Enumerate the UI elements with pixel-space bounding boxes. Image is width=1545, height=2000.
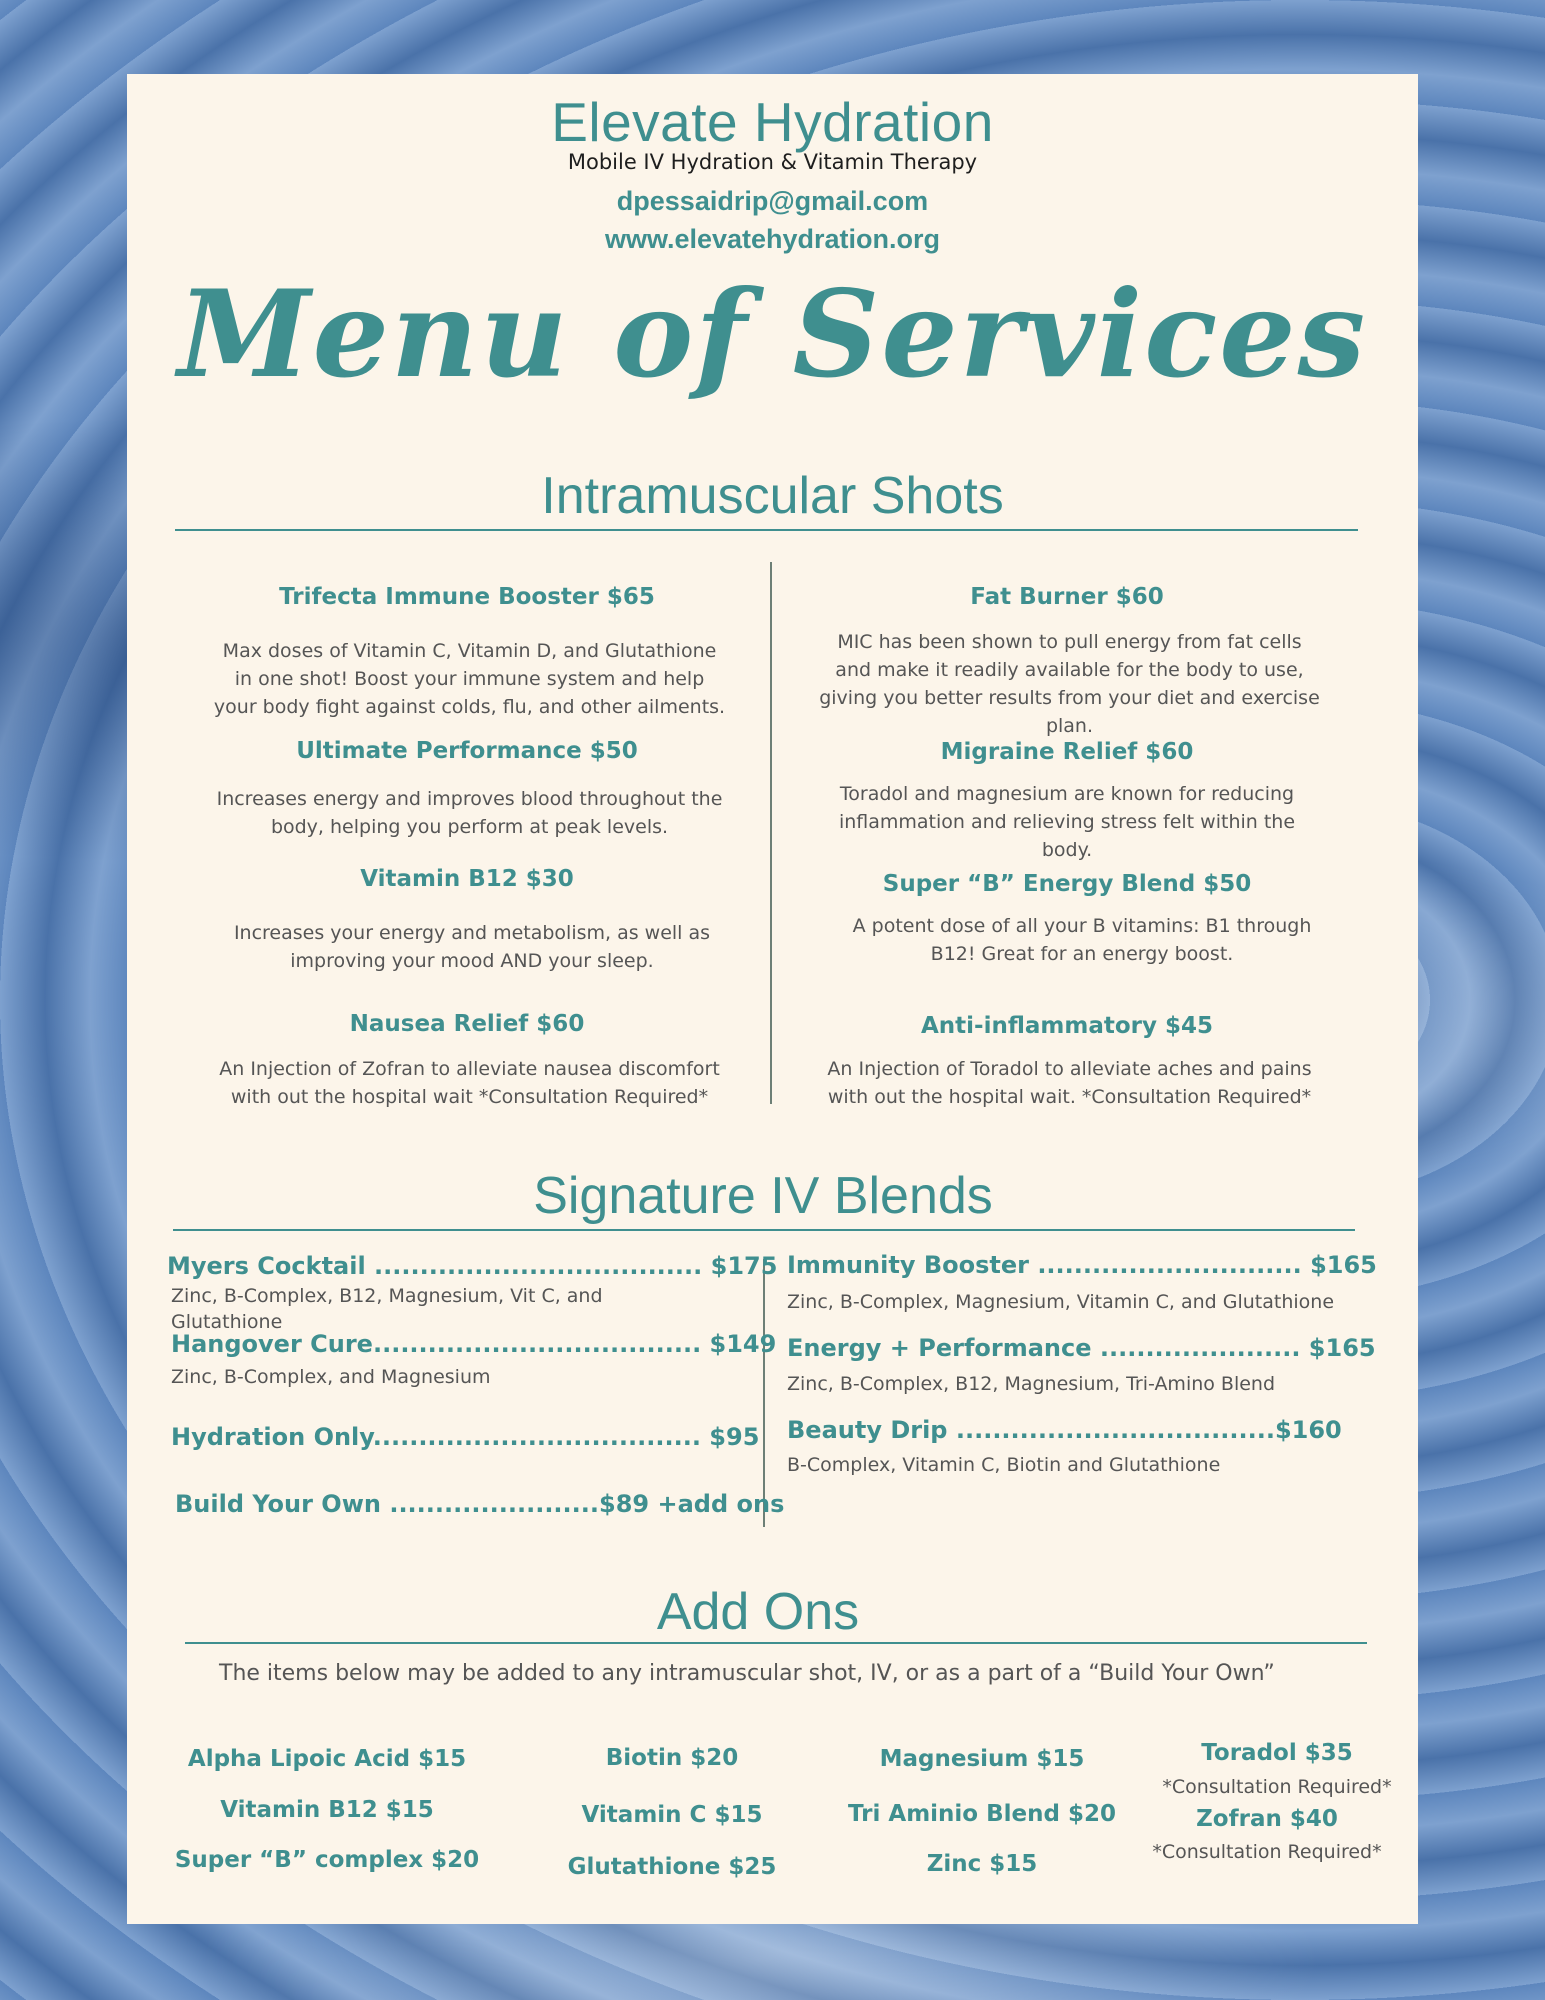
service-title: Super “B” Energy Blend $50 bbox=[882, 871, 1252, 897]
service-description: MIC has been shown to pull energy from fat cells and make it readily available for the body to use, giving you better results from your diet and exercise plan. bbox=[819, 631, 1320, 737]
iv-blend-line: Immunity Booster ............................. $165 bbox=[787, 1251, 1377, 1279]
iv-blend-line: Hangover Cure.................................... $149 bbox=[171, 1330, 777, 1358]
service-title: Vitamin B12 $30 bbox=[360, 866, 574, 892]
service-title: Trifecta Immune Booster $65 bbox=[279, 584, 655, 610]
service-title: Anti-inflammatory $45 bbox=[920, 1013, 1214, 1039]
service-title: Fat Burner $60 bbox=[970, 584, 1164, 610]
service-description: Max doses of Vitamin C, Vitamin D, and Glutathione in one shot! Boost your immune system and help your body fight against colds, flu, and other ailments. bbox=[213, 640, 726, 718]
add-on-item: Vitamin C $15 bbox=[581, 1802, 763, 1828]
add-on-item: Magnesium $15 bbox=[879, 1746, 1085, 1772]
section-heading-im-shots: Intramuscular Shots bbox=[541, 467, 1004, 525]
service-description: An Injection of Zofran to alleviate nausea discomfort with out the hospital wait *Consultation Required* bbox=[219, 1058, 720, 1108]
iv-blend-line: Beauty Drip ...................................$160 bbox=[787, 1416, 1342, 1444]
service-description: Toradol and magnesium are known for reducing inflammation and relieving stress felt within the body. bbox=[838, 783, 1296, 861]
add-on-item: Vitamin B12 $15 bbox=[220, 1797, 434, 1823]
add-on-item: Zofran $40 bbox=[1196, 1806, 1338, 1832]
section-divider bbox=[175, 529, 1358, 531]
service-description: An Injection of Toradol to alleviate aches and pains with out the hospital wait. *Consultation Required* bbox=[827, 1058, 1312, 1108]
service-title: Nausea Relief $60 bbox=[349, 1011, 585, 1037]
service-description: Increases energy and improves blood throughout the body, helping you perform at peak levels. bbox=[216, 788, 723, 838]
add-on-item: Toradol $35 bbox=[1201, 1740, 1353, 1766]
add-on-item: Alpha Lipoic Acid $15 bbox=[187, 1746, 467, 1772]
add-on-item: Glutathione $25 bbox=[567, 1854, 777, 1880]
iv-blend-ingredients: Zinc, B-Complex, B12, Magnesium, Vit C, and Glutathione bbox=[171, 1285, 603, 1333]
brand-name: Elevate Hydration bbox=[551, 91, 994, 153]
service-description: Increases your energy and metabolism, as well as improving your mood AND your sleep. bbox=[233, 922, 711, 972]
add-on-item: Super “B” complex $20 bbox=[174, 1847, 480, 1873]
tagline: Mobile IV Hydration & Vitamin Therapy bbox=[567, 150, 978, 174]
service-title: Migraine Relief $60 bbox=[940, 739, 1194, 765]
iv-blend-ingredients: Zinc, B-Complex, B12, Magnesium, Tri-Amino Blend bbox=[787, 1373, 1276, 1395]
consultation-note: *Consultation Required* bbox=[1162, 1776, 1392, 1798]
add-on-item: Tri Aminio Blend $20 bbox=[848, 1801, 1116, 1827]
page-title: Menu of Services bbox=[177, 264, 1368, 405]
section-heading-add-ons: Add Ons bbox=[656, 1583, 860, 1641]
iv-blend-line: Hydration Only.................................... $95 bbox=[171, 1423, 760, 1451]
add-on-item: Zinc $15 bbox=[926, 1851, 1038, 1877]
add-ons-intro: The items below may be added to any intramuscular shot, IV, or as a part of a “Build Your Own” bbox=[219, 1661, 1275, 1686]
add-on-item: Biotin $20 bbox=[605, 1745, 739, 1771]
iv-blend-line: Build Your Own .......................$89 +add ons bbox=[175, 1490, 785, 1518]
consultation-note: *Consultation Required* bbox=[1152, 1841, 1382, 1863]
iv-blend-line: Energy + Performance ...................... $165 bbox=[787, 1334, 1376, 1362]
section-heading-iv-blends: Signature IV Blends bbox=[533, 1167, 993, 1225]
iv-blend-line: Myers Cocktail .................................... $175 bbox=[167, 1252, 778, 1280]
service-description: A potent dose of all your B vitamins: B1 through B12! Great for an energy boost. bbox=[852, 915, 1312, 965]
iv-blend-ingredients: Zinc, B-Complex, and Magnesium bbox=[171, 1366, 491, 1388]
section-divider bbox=[185, 1642, 1367, 1644]
column-divider bbox=[763, 1259, 765, 1527]
iv-blend-ingredients: B-Complex, Vitamin C, Biotin and Glutathione bbox=[787, 1454, 1221, 1476]
section-divider bbox=[173, 1229, 1355, 1231]
website-link[interactable]: www.elevatehydration.org bbox=[604, 224, 941, 254]
email-link[interactable]: dpessaidrip@gmail.com bbox=[616, 186, 929, 216]
menu-panel bbox=[127, 74, 1418, 1924]
iv-blend-ingredients: Zinc, B-Complex, Magnesium, Vitamin C, and Glutathione bbox=[787, 1291, 1335, 1313]
service-title: Ultimate Performance $50 bbox=[296, 738, 638, 764]
column-divider bbox=[770, 562, 772, 1104]
